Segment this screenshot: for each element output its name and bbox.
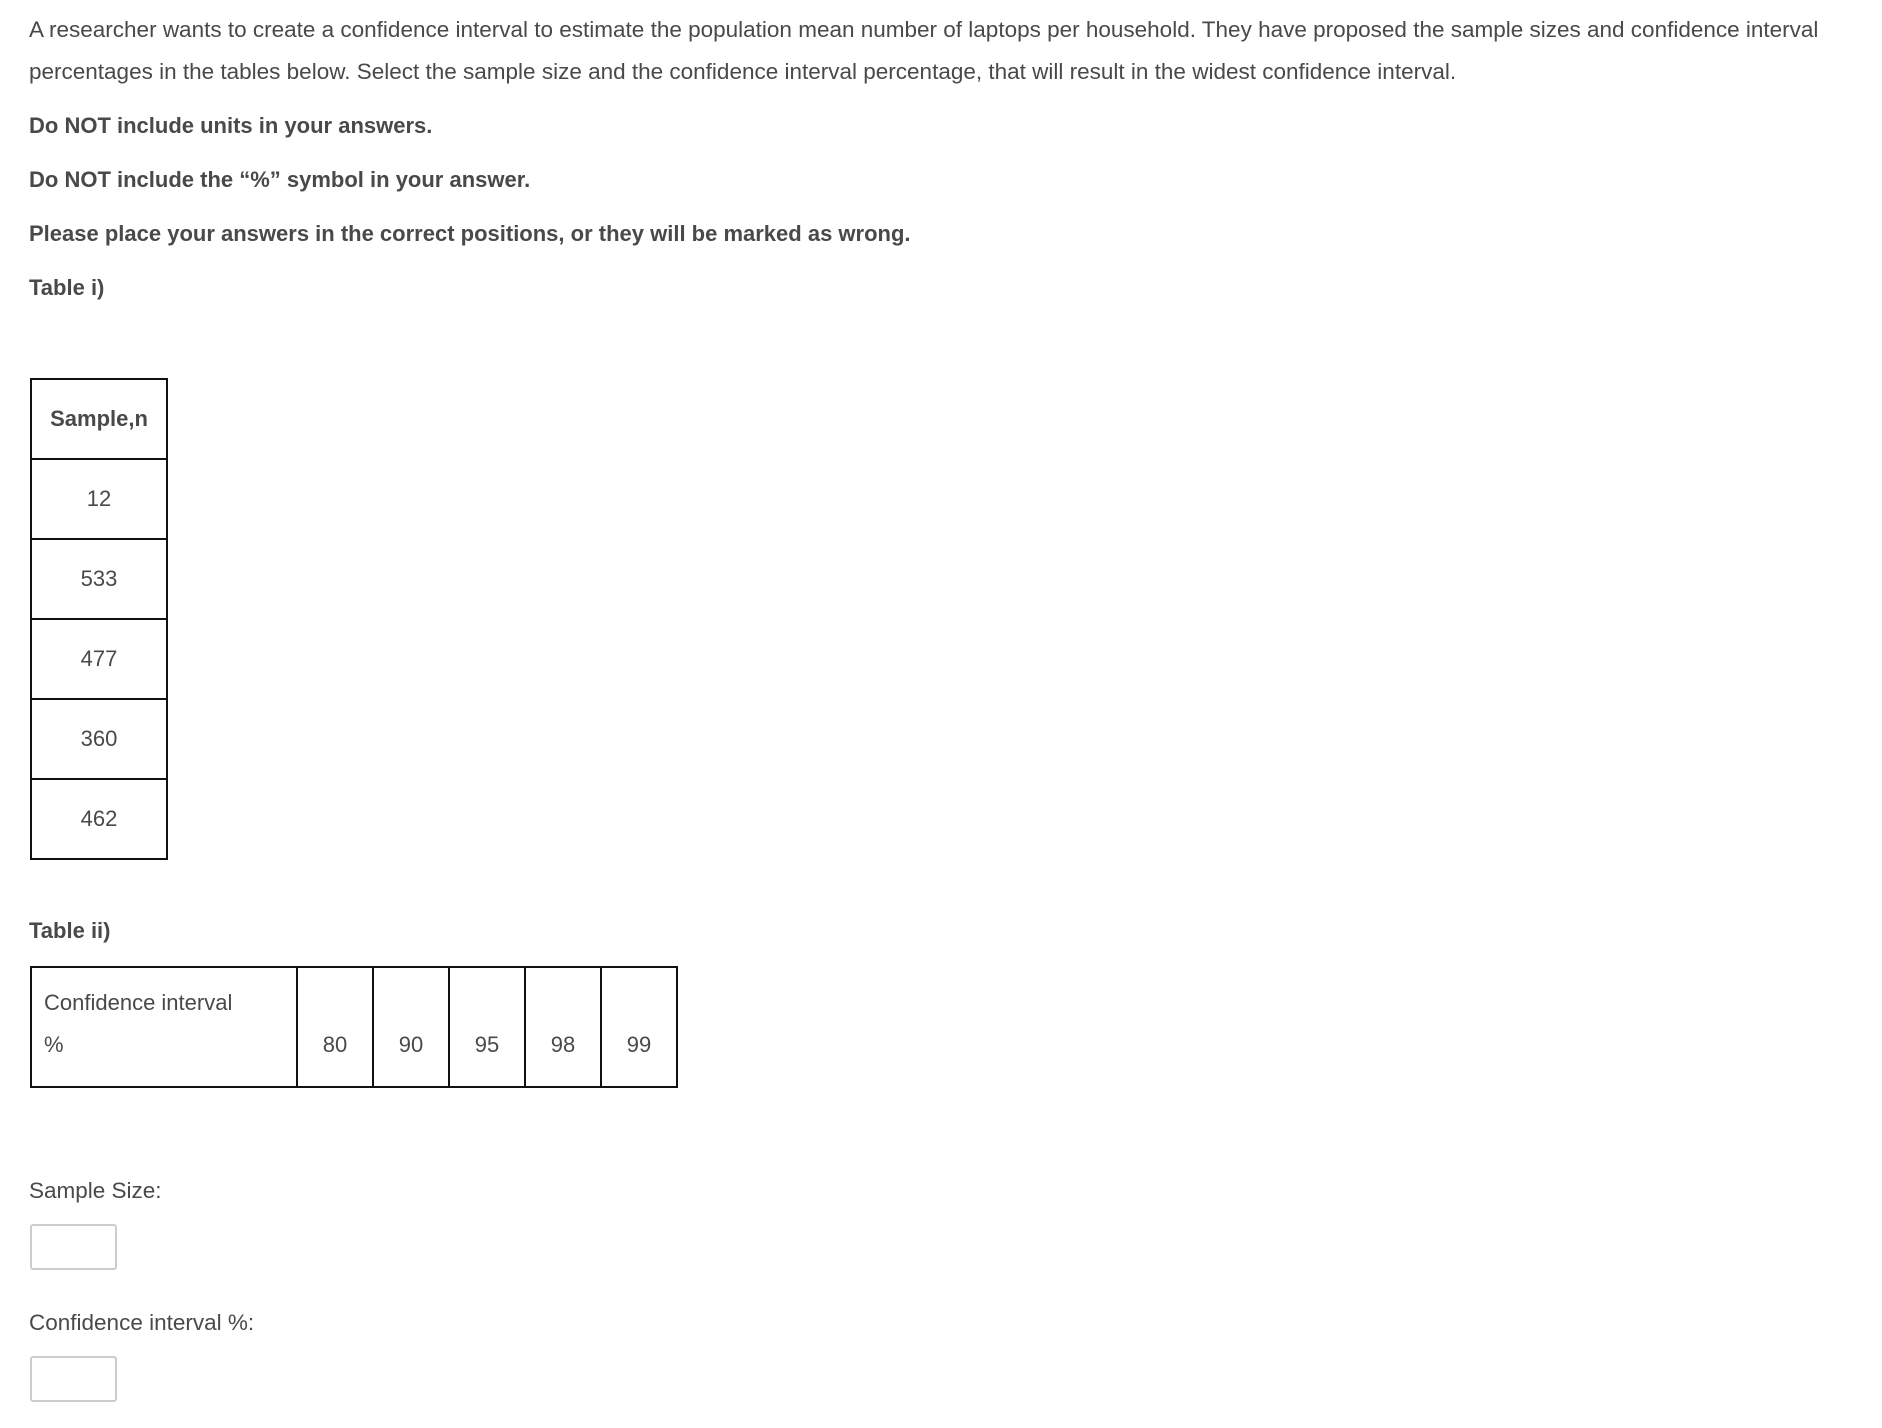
sample-size-label: Sample Size: — [29, 1178, 162, 1203]
table2-title: Table ii) — [29, 918, 111, 943]
sample-size-cell: 462 — [31, 779, 167, 859]
instruction-percent: Do NOT include the “%” symbol in your answer. — [29, 167, 531, 192]
question-text: A researcher wants to create a confidence interval to estimate the population mean number of laptops per household. They have proposed the sample sizes and confidence interval percentages in the tables below. Select the sample size and the confidence interval percentage, that will result in the widest confidence interval. — [29, 17, 1819, 84]
ci-header-line2: % — [44, 1032, 64, 1057]
sample-size-cell: 12 — [31, 459, 167, 539]
sample-size-cell: 533 — [31, 539, 167, 619]
sample-size-header: Sample,n — [31, 379, 167, 459]
ci-cell: 99 — [601, 967, 677, 1087]
ci-cell: 90 — [373, 967, 449, 1087]
sample-size-input[interactable] — [30, 1224, 117, 1270]
instruction-positions: Please place your answers in the correct positions, or they will be marked as wrong. — [29, 221, 911, 246]
ci-cell: 95 — [449, 967, 525, 1087]
ci-header-line1: Confidence interval — [44, 990, 233, 1015]
sample-size-table — [30, 378, 168, 860]
confidence-interval-header — [31, 967, 297, 1087]
confidence-interval-input[interactable] — [30, 1356, 117, 1402]
ci-cell: 98 — [525, 967, 601, 1087]
instruction-units: Do NOT include units in your answers. — [29, 113, 433, 138]
ci-cell: 80 — [297, 967, 373, 1087]
sample-size-cell: 360 — [31, 699, 167, 779]
confidence-interval-label: Confidence interval %: — [29, 1310, 255, 1335]
table1-title: Table i) — [29, 275, 105, 300]
confidence-interval-table — [30, 966, 678, 1088]
sample-size-cell: 477 — [31, 619, 167, 699]
